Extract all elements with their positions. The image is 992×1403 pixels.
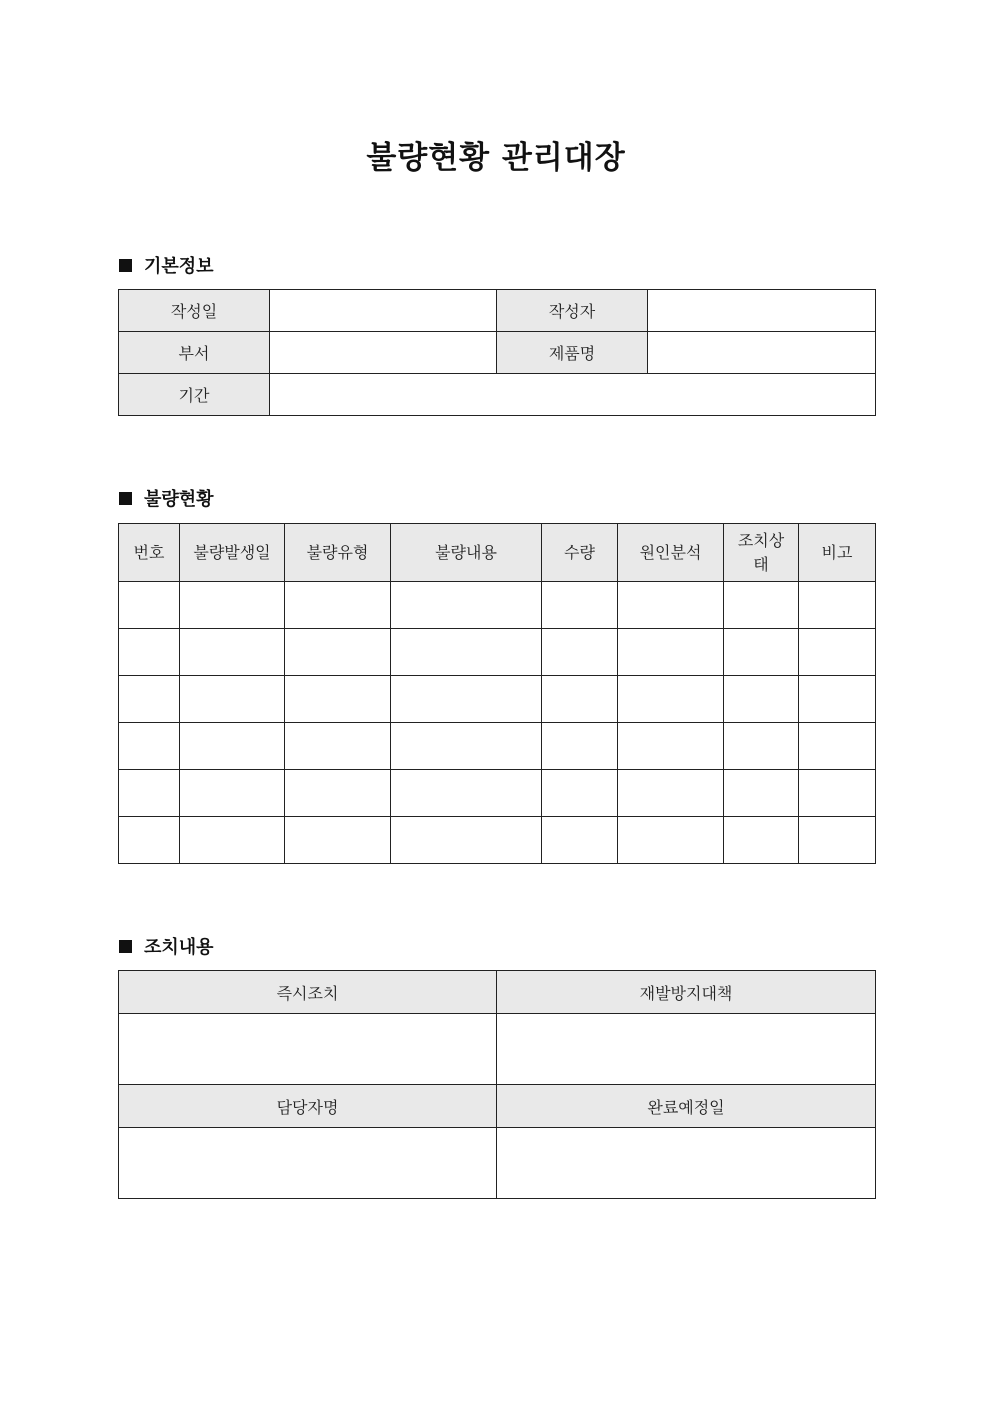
manager-label: 담당자명: [119, 1085, 497, 1128]
table-cell[interactable]: [180, 629, 285, 676]
table-row: [119, 770, 876, 817]
table-cell[interactable]: [285, 676, 391, 723]
table-cell[interactable]: [180, 770, 285, 817]
table-cell[interactable]: [542, 817, 618, 864]
column-header: 번호: [119, 524, 180, 582]
date-label: 작성일: [119, 290, 270, 332]
square-bullet-icon: [119, 259, 132, 272]
manager-field[interactable]: [119, 1128, 497, 1199]
table-cell[interactable]: [180, 817, 285, 864]
table-cell[interactable]: [618, 629, 724, 676]
table-cell[interactable]: [391, 770, 542, 817]
section-heading-basic-info: [119, 253, 214, 277]
table-cell[interactable]: [799, 676, 876, 723]
table-cell[interactable]: [391, 582, 542, 629]
table-row: [119, 629, 876, 676]
department-label: 부서: [119, 332, 270, 374]
table-cell[interactable]: [285, 770, 391, 817]
table-cell[interactable]: [799, 582, 876, 629]
defects-table: [118, 523, 876, 864]
section-heading-defects: [119, 486, 214, 510]
due-date-label: 완료예정일: [497, 1085, 876, 1128]
column-header: 불량유형: [285, 524, 391, 582]
table-cell[interactable]: [542, 629, 618, 676]
prevention-plan-label: 재발방지대책: [497, 971, 876, 1014]
immediate-action-field[interactable]: [119, 1014, 497, 1085]
table-cell[interactable]: [618, 582, 724, 629]
table-cell[interactable]: [391, 723, 542, 770]
table-cell[interactable]: [180, 582, 285, 629]
prevention-plan-field[interactable]: [497, 1014, 876, 1085]
period-label: 기간: [119, 374, 270, 416]
square-bullet-icon: [119, 940, 132, 953]
immediate-action-label: 즉시조치: [119, 971, 497, 1014]
table-row: [119, 817, 876, 864]
product-label: 제품명: [497, 332, 648, 374]
section-heading-label: 기본정보: [144, 256, 214, 277]
table-cell[interactable]: [391, 817, 542, 864]
table-cell[interactable]: [618, 770, 724, 817]
table-row: [119, 676, 876, 723]
table-cell[interactable]: [542, 723, 618, 770]
table-cell[interactable]: [724, 723, 799, 770]
author-label: 작성자: [497, 290, 648, 332]
section-heading-label: 조치내용: [144, 937, 214, 958]
column-header: 조치상태: [724, 524, 799, 582]
table-cell[interactable]: [285, 817, 391, 864]
basic-info-table: [118, 289, 876, 416]
section-heading-label: 불량현황: [144, 489, 214, 510]
table-cell[interactable]: [618, 817, 724, 864]
table-cell[interactable]: [724, 817, 799, 864]
actions-table: [118, 970, 876, 1199]
table-cell[interactable]: [119, 770, 180, 817]
table-cell[interactable]: [724, 629, 799, 676]
square-bullet-icon: [119, 492, 132, 505]
section-heading-actions: [119, 934, 214, 958]
table-cell[interactable]: [618, 723, 724, 770]
date-field[interactable]: [270, 290, 497, 332]
column-header: 원인분석: [618, 524, 724, 582]
table-cell[interactable]: [799, 629, 876, 676]
table-cell[interactable]: [391, 629, 542, 676]
department-field[interactable]: [270, 332, 497, 374]
table-cell[interactable]: [724, 676, 799, 723]
table-cell[interactable]: [119, 817, 180, 864]
table-cell[interactable]: [119, 582, 180, 629]
table-cell[interactable]: [119, 629, 180, 676]
column-header: 비고: [799, 524, 876, 582]
table-cell[interactable]: [542, 676, 618, 723]
author-field[interactable]: [648, 290, 876, 332]
defects-header-row: [119, 524, 876, 582]
table-cell[interactable]: [119, 723, 180, 770]
table-cell[interactable]: [180, 676, 285, 723]
table-cell[interactable]: [542, 770, 618, 817]
table-cell[interactable]: [799, 817, 876, 864]
period-field[interactable]: [270, 374, 876, 416]
column-header: 불량발생일: [180, 524, 285, 582]
column-header: 불량내용: [391, 524, 542, 582]
table-cell[interactable]: [285, 582, 391, 629]
table-row: [119, 723, 876, 770]
table-cell[interactable]: [542, 582, 618, 629]
page-title: 불량현황 관리대장: [366, 140, 626, 176]
due-date-field[interactable]: [497, 1128, 876, 1199]
table-cell[interactable]: [618, 676, 724, 723]
table-cell[interactable]: [119, 676, 180, 723]
column-header: 수량: [542, 524, 618, 582]
table-cell[interactable]: [285, 723, 391, 770]
table-cell[interactable]: [724, 582, 799, 629]
table-cell[interactable]: [285, 629, 391, 676]
table-cell[interactable]: [724, 770, 799, 817]
table-cell[interactable]: [799, 723, 876, 770]
table-cell[interactable]: [391, 676, 542, 723]
table-row: [119, 582, 876, 629]
table-cell[interactable]: [180, 723, 285, 770]
table-cell[interactable]: [799, 770, 876, 817]
product-field[interactable]: [648, 332, 876, 374]
